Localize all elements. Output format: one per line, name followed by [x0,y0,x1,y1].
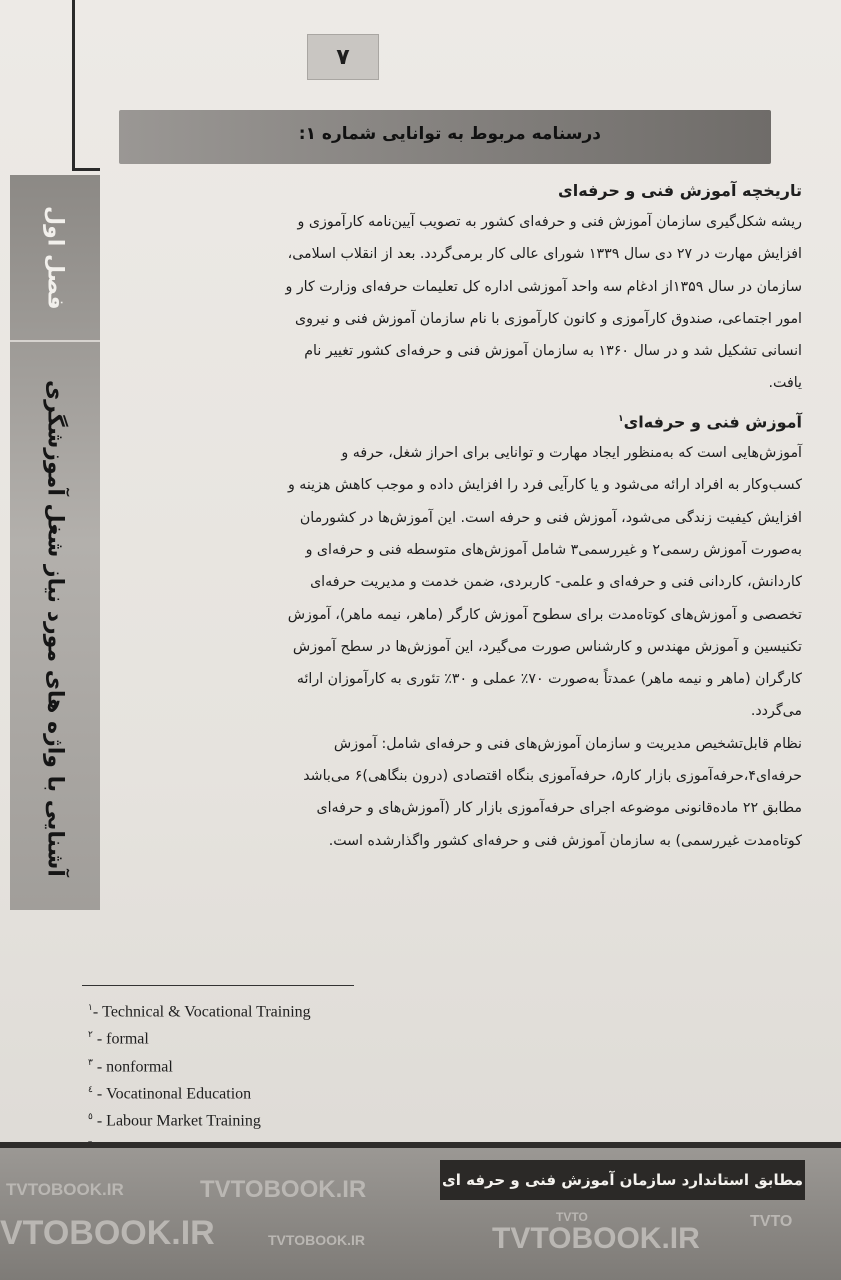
footer-text: مطابق استاندارد سازمان آموزش فنی و حرفه ای [442,1171,803,1189]
section-heading-tvt [108,404,802,437]
corner-vertical-line [72,0,75,170]
paragraph-line: امور اجتماعی، صندوق کارآموزی و کانون کارآموزی با نام سازمان آموزش فنی و نیروی [294,310,802,327]
paragraph-line: انسانی تشکیل شد و در سال ۱۳۶۰ به سازمان آموزش فنی و حرفه‌ای کشور تغییر نام [304,343,802,360]
watermark: TVTO [556,1210,588,1224]
paragraph-line: حرفه‌ای۴،حرفه‌آموزی بازار کار۵، حرفه‌آموزی بنگاه اقتصادی (درون بنگاهی)۶ می‌باشد [303,768,802,785]
lesson-title: درسنامه مربوط به توانایی شماره ۱: [298,124,601,144]
paragraph-line: کسب‌وکار به افراد ارائه می‌شود و یا کارآیی فرد را افزایش داده و موجب کاهش هزینه و [287,477,802,494]
paragraph-line: تخصصی و آموزش‌های کوتاه‌مدت برای سطوح آموزش کارگر (ماهر، نیمه ماهر)، آموزش [287,606,802,623]
footnote-number: ۳ [88,1056,93,1067]
footnote [88,1051,548,1078]
footnote-text: - Labour Market Training [92,1112,261,1130]
chapter-text: فصل اول [42,206,68,310]
footnote-text: - Vocatinonal Education [92,1085,252,1103]
footnote-marker: ۱ [618,413,624,424]
footnote [88,1023,548,1050]
main-content [108,176,802,857]
heading-text: آموزش فنی و حرفه‌ای [623,412,802,432]
side-chapter-title [10,348,100,908]
footnote-text: - nonformal [92,1057,173,1075]
watermark: TVTOBOOK.IR [6,1180,124,1199]
watermark: TVTO [750,1213,793,1230]
watermark: TVTOBOOK.IR [268,1232,365,1248]
footnote-separator [82,985,354,986]
paragraph-line: می‌گردد. [750,703,802,720]
paragraph-line: تکنیسین و آموزش مهندس و کارشناس صورت می‌گیرد، این آموزش‌ها در سطح آموزش [292,638,802,655]
footer-standard-label [440,1160,805,1200]
paragraph-line: سازمان در سال ۱۳۵۹از ادغام سه واحد آموزشی اداره کل تعلیمات حرفه‌ای وزارت کار و [285,278,802,295]
watermark: TVTOBOOK.IR [200,1176,367,1203]
paragraph-line: مطابق ۲۲ ماده‌قانونی موضوعه اجرای حرفه‌آموزی بازار کار (آموزش‌های و حرفه‌ای [316,800,802,817]
section-heading-history: تاریخچه آموزش فنی و حرفه‌ای [558,181,802,200]
paragraph-line: به‌صورت آموزش رسمی۲ و غیررسمی۳ شامل آموزش‌های متوسطه فنی و حرفه‌ای و [305,542,802,558]
page-number-box [307,34,379,80]
paragraph-line: افزایش مهارت در ۲۷ دی سال ۱۳۳۹ شورای عالی کار برمی‌گردد. بعد از انقلاب اسلامی، [287,246,802,263]
page-number: ۷ [336,44,350,70]
watermark: TVTOBOOK.IR [492,1222,700,1255]
corner-horizontal-line [72,168,100,171]
paragraph-line: یافت. [768,375,802,392]
footnote-text: - Technical & Vocational Training [92,1003,311,1021]
footnote-number: ۱ [88,1002,93,1012]
paragraph-line: افزایش کیفیت زندگی می‌شود، آموزش فنی و حرفه است. این آموزش‌ها در کشورمان [299,509,802,526]
footnote-text: - formal [92,1030,149,1048]
lesson-title-bar [119,110,771,164]
chapter-title-text: آشنایی با واژه های مورد نیاز شغل آموزشگری [42,379,68,877]
footnote [88,996,548,1023]
side-tab-divider [10,340,100,342]
footnote-number: ٤ [88,1083,93,1094]
footnote [88,1078,548,1105]
footnote-number: ۲ [88,1029,93,1040]
paragraph-line: نظام قابل‌تشخیص مدیریت و سازمان آموزش‌های فنی و حرفه‌ای شامل: آموزش [333,735,802,752]
paragraph-line: ریشه شکل‌گیری سازمان آموزش فنی و حرفه‌ای کشور به تصویب آیین‌نامه کارآموزی و [297,214,802,230]
paragraph-line: آموزش‌هایی است که به‌منظور ایجاد مهارت و توانایی برای احراز شغل، حرفه و [341,445,802,462]
footnote [88,1105,548,1132]
watermark: VTOBOOK.IR [0,1214,215,1252]
footnotes [88,996,548,1160]
paragraph-line: کارگران (ماهر و نیمه ماهر) عمدتاً به‌صورت ۷۰٪ عملی و ۳۰٪ تئوری به کارآموزان ارائه [296,671,802,688]
side-chapter-label [10,178,100,338]
paragraph-line: کاردانش، کاردانی فنی و حرفه‌ای و علمی- کاربردی، ضمن خدمت و مدیریت حرفه‌ای [310,574,802,591]
footnote-number: ٥ [88,1111,93,1122]
paragraph-line: کوتاه‌مدت غیررسمی) به سازمان آموزش فنی و حرفه‌ای کشور واگذارشده است. [328,832,802,849]
